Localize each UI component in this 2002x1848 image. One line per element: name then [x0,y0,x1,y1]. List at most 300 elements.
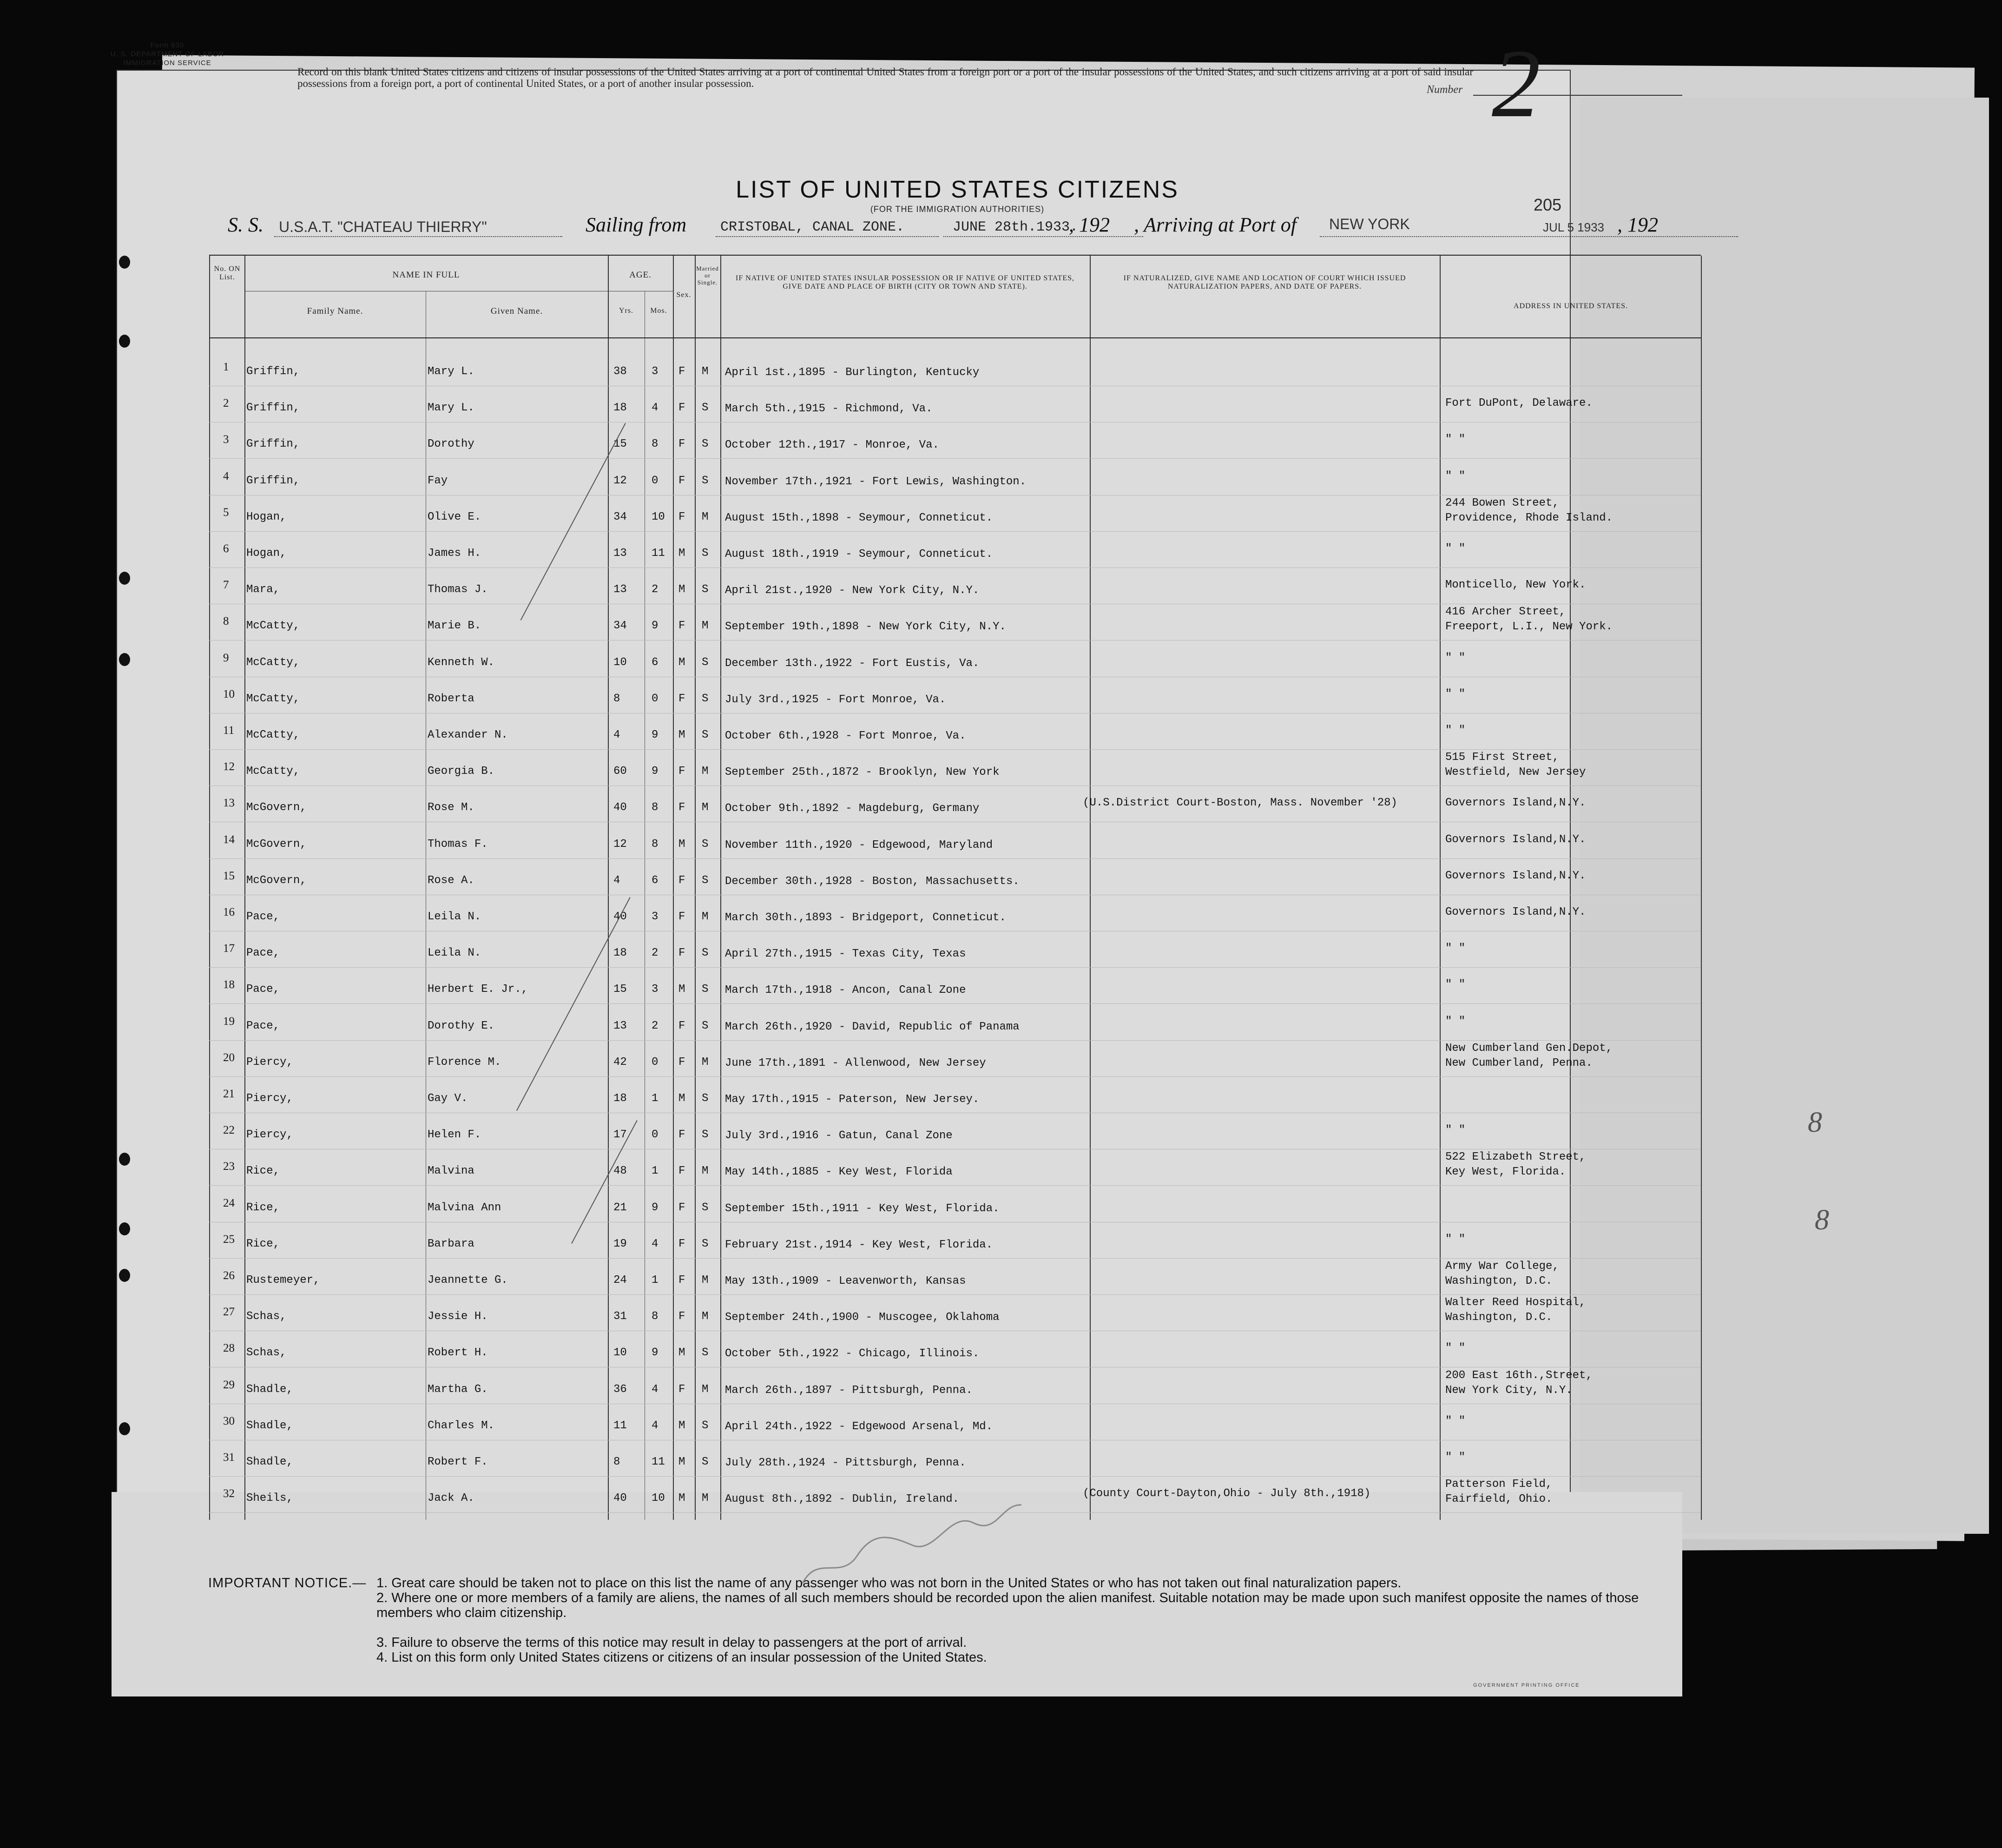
birth-info: August 15th.,1898 - Seymour, Conneticut. [725,512,993,524]
given-name: Herbert E. Jr., [428,983,528,996]
given-name: Jessie H. [428,1310,488,1323]
age-years: 8 [613,1456,620,1468]
table-row [209,497,1701,539]
age-months: 8 [652,801,659,814]
birth-info: November 17th.,1921 - Fort Lewis, Washington. [725,475,1027,488]
birth-info: July 28th.,1924 - Pittsburgh, Penna. [725,1457,966,1469]
given-name: Georgia B. [428,765,495,778]
age-months: 3 [652,911,659,923]
given-name: Gay V. [428,1092,468,1105]
sex: F [678,1274,685,1287]
age-months: 10 [652,511,665,523]
edge-mark: 8 [1815,1204,1829,1236]
address-line-1: Army War College, [1445,1260,1559,1273]
age-years: 21 [613,1201,627,1214]
instructions-text: Record on this blank United States citizens and citizens of insular possessions of the United States arriving at a port of continental United States from a foreign port or a port of the insular possessions of the United States, and such citizens arriving at a port of said insular possessions from a foreign port, a port of continental United States, or a port of another insular possession. [297,66,1473,89]
age-years: 19 [613,1238,627,1250]
marital-status: M [702,911,709,923]
notice-title: IMPORTANT NOTICE.— [208,1576,367,1591]
marital-status: M [702,1310,709,1323]
marital-status: S [702,1346,709,1359]
age-years: 11 [613,1419,627,1432]
sex: F [678,765,685,778]
family-name: Rice, [246,1201,280,1214]
table-row [209,751,1701,793]
family-name: Hogan, [246,511,287,523]
table-row [209,648,1701,684]
age-months: 0 [652,475,659,487]
address-line-1: " " [1445,724,1466,737]
marital-status: S [702,656,709,669]
address-line-1: " " [1445,1415,1466,1427]
birth-info: May 13th.,1909 - Leavenworth, Kansas [725,1275,966,1287]
birth-info: March 5th.,1915 - Richmond, Va. [725,403,933,415]
address-line-1: Governors Island,N.Y. [1445,833,1586,846]
given-name: Martha G. [428,1383,488,1396]
age-years: 13 [613,547,627,560]
row-number: 18 [223,978,235,991]
row-number: 9 [223,652,229,664]
table-row [209,866,1701,902]
given-name: Olive E. [428,511,481,523]
birth-info: October 9th.,1892 - Magdeburg, Germany [725,802,980,815]
address-line-1: " " [1445,688,1466,700]
arriving-label: , Arriving at Port of [1134,213,1297,236]
row-number: 20 [223,1051,235,1064]
edge-mark: 8 [1808,1107,1822,1138]
form-number: Form 630 [150,41,184,49]
given-name: Dorothy [428,438,474,450]
birth-info: September 25th.,1872 - Brooklyn, New York [725,766,1000,779]
age-years: 15 [613,438,627,450]
address-line-1: " " [1445,433,1466,446]
row-number: 30 [223,1415,235,1427]
marital-status: M [702,1165,709,1177]
address-line-1: " " [1445,470,1466,482]
row-number: 32 [223,1487,235,1500]
header-birth: IF NATIVE OF UNITED STATES INSULAR POSSESSION OR IF NATIVE OF UNITED STATES, GIVE DATE AND PLACE OF BIRTH (CITY OR TOWN AND STATE). [735,274,1075,290]
marital-status: S [702,1129,709,1141]
age-years: 18 [613,1092,627,1105]
given-name: Fay [428,475,448,487]
sex: F [678,365,685,378]
row-number: 31 [223,1451,235,1464]
age-years: 40 [613,801,627,814]
address-line-2: Fairfield, Ohio. [1445,1493,1553,1505]
department-name: U. S. DEPARTMENT OF LABOR [110,50,224,58]
ss-label: S. S. [228,213,263,236]
birth-info: July 3rd.,1925 - Fort Monroe, Va. [725,693,946,706]
age-months: 11 [652,547,665,560]
age-months: 2 [652,583,659,596]
sex: M [678,547,685,560]
address-line-1: " " [1445,1342,1466,1354]
sex: F [678,438,685,450]
family-name: Shadle, [246,1419,293,1432]
passenger-table [209,255,1701,1520]
page-subtitle: (FOR THE IMMIGRATION AUTHORITIES) [870,205,1045,214]
age-years: 18 [613,947,627,959]
address-line-2: Providence, Rhode Island. [1445,512,1613,524]
address-line-1: " " [1445,1233,1466,1246]
naturalization-info: (County Court-Dayton,Ohio - July 8th.,1918) [1083,1487,1371,1500]
sex: M [678,656,685,669]
age-years: 42 [613,1056,627,1069]
family-name: Schas, [246,1310,287,1323]
given-name: Mary L. [428,402,474,414]
given-name: Robert H. [428,1346,488,1359]
age-years: 24 [613,1274,627,1287]
voyage-line [228,213,1692,250]
table-row [209,1296,1701,1338]
age-months: 1 [652,1274,659,1287]
table-row [209,606,1701,647]
age-months: 9 [652,620,659,632]
age-years: 34 [613,620,627,632]
age-years: 8 [613,693,620,705]
row-number: 1 [223,361,229,373]
sex: F [678,1310,685,1323]
row-number: 3 [223,433,229,446]
row-number: 26 [223,1269,235,1282]
age-months: 4 [652,1238,659,1250]
row-number: 27 [223,1306,235,1318]
family-name: McCatty, [246,656,300,669]
sex: M [678,1419,685,1432]
number-label: Number [1427,84,1463,96]
birth-info: April 21st.,1920 - New York City, N.Y. [725,584,980,597]
given-name: Mary L. [428,365,474,378]
marital-status: S [702,1419,709,1432]
family-name: Pace, [246,983,280,996]
table-row [209,539,1701,575]
family-name: Shadle, [246,1456,293,1468]
given-name: Helen F. [428,1129,481,1141]
sex: F [678,1165,685,1177]
sex: M [678,1492,685,1505]
birth-info: October 12th.,1917 - Monroe, Va. [725,439,939,451]
marital-status: M [702,1383,709,1396]
marital-status: S [702,947,709,959]
table-row [209,938,1701,975]
birth-info: April 24th.,1922 - Edgewood Arsenal, Md. [725,1420,993,1433]
ship-name: U.S.A.T. "CHATEAU THIERRY" [279,218,487,235]
marital-status: M [702,1056,709,1069]
birth-info: March 30th.,1893 - Bridgeport, Conneticut. [725,911,1006,924]
age-months: 11 [652,1456,665,1468]
sex: F [678,475,685,487]
age-months: 3 [652,983,659,996]
given-name: Rose A. [428,874,474,887]
birth-info: August 8th.,1892 - Dublin, Ireland. [725,1493,960,1505]
table-row [209,975,1701,1011]
service-name: IMMIGRATION SERVICE [123,59,211,67]
birth-info: April 1st.,1895 - Burlington, Kentucky [725,366,980,379]
row-number: 7 [223,579,229,591]
family-name: McCatty, [246,693,300,705]
row-number: 13 [223,797,235,809]
row-number: 25 [223,1233,235,1246]
notice-item: 2. Where one or more members of a family are aliens, the names of all such members should be recorded upon the alien manifest. Suitable notation may be made upon such manifest opposite the names of those members who claim citizenship. [376,1591,1639,1620]
marital-status: S [702,438,709,450]
marital-status: M [702,801,709,814]
row-number: 5 [223,506,229,519]
table-row [209,684,1701,720]
address-line-2: Freeport, L.I., New York. [1445,620,1613,633]
header-given-name: Given Name. [490,306,543,316]
sheet-number: 2 [1492,30,1541,138]
address-line-2: New York City, N.Y. [1445,1384,1573,1397]
sex: M [678,838,685,851]
address-line-1: " " [1445,978,1466,991]
sex: M [678,1346,685,1359]
given-name: Rose M. [428,801,474,814]
row-number: 29 [223,1379,235,1391]
family-name: Piercy, [246,1129,293,1141]
age-months: 10 [652,1492,665,1505]
age-months: 8 [652,838,659,851]
sex: F [678,402,685,414]
age-years: 17 [613,1129,627,1141]
table-row [209,393,1701,429]
age-years: 13 [613,1020,627,1032]
address-line-2: Washington, D.C. [1445,1275,1553,1287]
binder-holes [119,70,147,1692]
age-months: 4 [652,402,659,414]
departure-date: JUNE 28th.1933. [953,219,1079,235]
age-months: 6 [652,874,659,887]
family-name: McGovern, [246,801,307,814]
table-row [209,1411,1701,1447]
family-name: Schas, [246,1346,287,1359]
birth-info: September 15th.,1911 - Key West, Florida. [725,1202,1000,1215]
address-line-2: New Cumberland, Penna. [1445,1057,1593,1069]
birth-info: August 18th.,1919 - Seymour, Conneticut. [725,548,993,561]
row-number: 11 [223,724,235,737]
address-line-1: 515 First Street, [1445,751,1559,764]
address-line-1: " " [1445,542,1466,555]
birth-info: December 13th.,1922 - Fort Eustis, Va. [725,657,980,670]
sex: F [678,511,685,523]
birth-info: March 26th.,1920 - David, Republic of Panama [725,1021,1020,1033]
row-number: 8 [223,615,229,627]
marital-status: S [702,983,709,996]
given-name: Malvina Ann [428,1201,501,1214]
marital-status: M [702,765,709,778]
sex: M [678,583,685,596]
age-years: 38 [613,365,627,378]
table-row [209,1042,1701,1084]
age-years: 4 [613,874,620,887]
page-title: LIST OF UNITED STATES CITIZENS [736,176,1179,203]
marital-status: M [702,511,709,523]
sex: F [678,1383,685,1396]
marital-status: S [702,1456,709,1468]
family-name: Piercy, [246,1056,293,1069]
year-label: , 192 [1069,213,1110,236]
sailing-label: Sailing from [586,213,687,236]
given-name: Florence M. [428,1056,501,1069]
address-line-1: 522 Elizabeth Street, [1445,1151,1586,1163]
table-row [209,1193,1701,1229]
family-name: Shadle, [246,1383,293,1396]
address-line-1: Patterson Field, [1445,1478,1553,1491]
birth-info: September 24th.,1900 - Muscogee, Oklahoma [725,1311,1000,1324]
header-name-in-full: NAME IN FULL [392,270,460,280]
age-months: 0 [652,693,659,705]
year-label: , 192 [1617,213,1658,236]
family-name: Pace, [246,1020,280,1032]
marital-status: S [702,583,709,596]
address-line-1: " " [1445,652,1466,664]
family-name: McGovern, [246,874,307,887]
given-name: Thomas F. [428,838,488,851]
sex: F [678,947,685,959]
header-no-on-list: No. ON List. [214,265,241,281]
sex: F [678,874,685,887]
sex: F [678,1238,685,1250]
row-number: 28 [223,1342,235,1354]
header-years: Yrs. [619,307,634,315]
notice-item: 3. Failure to observe the terms of this notice may result in delay to passengers at the port of arrival. [376,1635,967,1650]
address-line-1: Governors Island,N.Y. [1445,870,1586,882]
age-months: 9 [652,1201,659,1214]
table-row [209,357,1701,393]
age-years: 10 [613,1346,627,1359]
age-months: 3 [652,365,659,378]
address-line-2: Westfield, New Jersey [1445,766,1586,779]
family-name: Pace, [246,911,280,923]
row-number: 24 [223,1197,235,1209]
given-name: Malvina [428,1165,474,1177]
age-months: 9 [652,765,659,778]
age-months: 4 [652,1383,659,1396]
birth-info: October 6th.,1928 - Fort Monroe, Va. [725,730,966,742]
family-name: Griffin, [246,475,300,487]
address-line-1: Monticello, New York. [1445,579,1586,591]
row-number: 17 [223,942,235,955]
age-months: 1 [652,1092,659,1105]
family-name: Rice, [246,1165,280,1177]
birth-info: May 17th.,1915 - Paterson, New Jersey. [725,1093,980,1106]
address-line-1: " " [1445,1124,1466,1136]
header-months: Mos. [650,307,667,315]
age-years: 40 [613,1492,627,1505]
age-years: 48 [613,1165,627,1177]
row-number: 10 [223,688,235,700]
age-months: 9 [652,729,659,741]
family-name: Rustemeyer, [246,1274,320,1287]
given-name: Charles M. [428,1419,495,1432]
birth-info: June 17th.,1891 - Allenwood, New Jersey [725,1057,986,1069]
age-years: 10 [613,656,627,669]
family-name: McCatty, [246,620,300,632]
birth-info: September 19th.,1898 - New York City, N.Y. [725,620,1006,633]
marital-status: M [702,1492,709,1505]
age-months: 2 [652,947,659,959]
given-name: Jeannette G. [428,1274,508,1287]
marital-status: S [702,402,709,414]
age-years: 31 [613,1310,627,1323]
age-months: 0 [652,1056,659,1069]
given-name: Marie B. [428,620,481,632]
age-years: 13 [613,583,627,596]
sex: M [678,983,685,996]
naturalization-info: (U.S.District Court-Boston, Mass. November '28) [1083,797,1397,809]
birth-info: April 27th.,1915 - Texas City, Texas [725,948,966,960]
row-number: 6 [223,542,229,555]
age-months: 4 [652,1419,659,1432]
address-line-1: " " [1445,1015,1466,1028]
sex: M [678,1456,685,1468]
birth-info: May 14th.,1885 - Key West, Florida [725,1166,953,1178]
sex: F [678,620,685,632]
sex: M [678,729,685,741]
row-number: 22 [223,1124,235,1136]
given-name: Thomas J. [428,583,488,596]
sex: F [678,1020,685,1032]
stamp-number: 205 [1534,195,1562,214]
address-line-1: 416 Archer Street, [1445,606,1566,618]
family-name: Pace, [246,947,280,959]
sex: F [678,1129,685,1141]
address-line-2: Washington, D.C. [1445,1311,1553,1324]
sex: F [678,1201,685,1214]
row-number: 14 [223,833,235,846]
address-line-1: New Cumberland Gen.Depot, [1445,1042,1613,1055]
age-months: 2 [652,1020,659,1032]
table-row [209,1369,1701,1411]
sex: M [678,1092,685,1105]
header-sex: Sex. [676,291,691,299]
given-name: Roberta [428,693,474,705]
marital-status: S [702,874,709,887]
row-number: 19 [223,1015,235,1028]
address-line-1: Fort DuPont, Delaware. [1445,397,1593,409]
marital-status: S [702,1020,709,1032]
age-years: 4 [613,729,620,741]
family-name: Mara, [246,583,280,596]
marital-status: M [702,620,709,632]
age-months: 9 [652,1346,659,1359]
header-age: AGE. [629,270,652,280]
given-name: Barbara [428,1238,474,1250]
header-naturalized: IF NATURALIZED, GIVE NAME AND LOCATION OF COURT WHICH ISSUED NATURALIZATION PAPERS, AND DATE OF PAPERS. [1123,274,1406,290]
table-row [209,793,1701,829]
age-years: 34 [613,511,627,523]
given-name: Jack A. [428,1492,474,1505]
age-months: 1 [652,1165,659,1177]
row-number: 2 [223,397,229,409]
table-row [209,1084,1701,1120]
birth-info: February 21st.,1914 - Key West, Florida. [725,1239,993,1251]
given-name: Dorothy E. [428,1020,495,1032]
family-name: McCatty, [246,729,300,741]
notice-item: 1. Great care should be taken not to place on this list the name of any passenger who was not born in the United States or who has not taken out final naturalization papers. [376,1576,1402,1591]
age-months: 8 [652,438,659,450]
marital-status: S [702,1201,709,1214]
marital-status: S [702,475,709,487]
header-address: ADDRESS IN UNITED STATES. [1514,302,1628,310]
family-name: Sheils, [246,1492,293,1505]
marital-status: S [702,1238,709,1250]
age-years: 12 [613,838,627,851]
birth-info: March 26th.,1897 - Pittsburgh, Penna. [725,1384,973,1397]
birth-info: October 5th.,1922 - Chicago, Illinois. [725,1347,980,1360]
age-years: 18 [613,402,627,414]
address-line-1: " " [1445,942,1466,955]
sex: F [678,911,685,923]
